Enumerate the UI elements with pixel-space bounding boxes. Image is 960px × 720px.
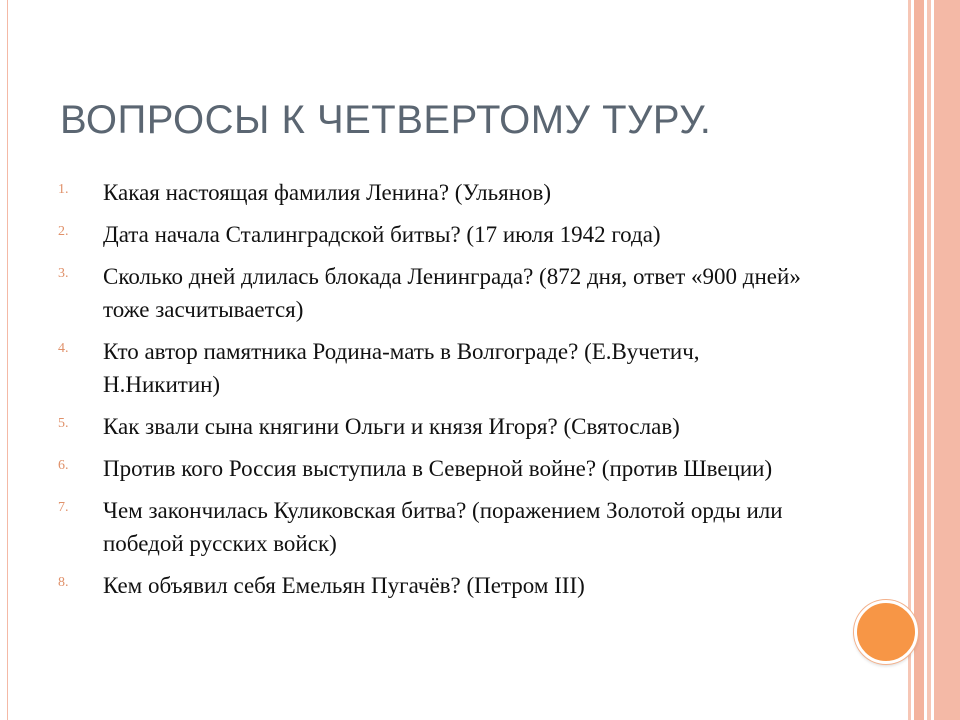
item-text: Дата начала Сталинградской битвы? (17 июля 1942 года) [103, 222, 661, 247]
item-number: 8. [58, 575, 69, 590]
item-number: 3. [58, 266, 69, 281]
item-text: Против кого Россия выступила в Северной войне? (против Швеции) [103, 456, 773, 481]
list-item [0, 176, 860, 209]
item-text: Чем закончилась Куликовская битва? (поражением Золотой орды или победой русских войск) [103, 498, 783, 556]
decorative-circle-icon [854, 600, 918, 664]
list-item [0, 569, 860, 602]
list-item [0, 410, 860, 443]
list-item [0, 494, 860, 560]
item-number: 4. [58, 341, 69, 356]
question-list [0, 176, 860, 611]
list-item [0, 218, 860, 251]
item-number: 1. [58, 182, 69, 197]
item-number: 7. [58, 500, 69, 515]
item-text: Как звали сына княгини Ольги и князя Игоря? (Святослав) [103, 414, 680, 439]
item-text: Какая настоящая фамилия Ленина? (Ульянов) [103, 180, 552, 205]
item-text: Сколько дней длилась блокада Ленинграда? (872 дня, ответ «900 дней» тоже засчитывается) [103, 264, 801, 322]
list-item [0, 260, 860, 326]
item-text: Кем объявил себя Емельян Пугачёв? (Петром III) [103, 573, 585, 598]
item-number: 5. [58, 416, 69, 431]
slide-title: ВОПРОСЫ К ЧЕТВЕРТОМУ ТУРУ. [60, 98, 712, 142]
list-item [0, 335, 860, 401]
item-text: Кто автор памятника Родина-мать в Волгограде? (Е.Вучетич, Н.Никитин) [103, 339, 700, 397]
list-item [0, 452, 860, 485]
item-number: 2. [58, 224, 69, 239]
decorative-stripes [908, 0, 960, 720]
item-number: 6. [58, 458, 69, 473]
